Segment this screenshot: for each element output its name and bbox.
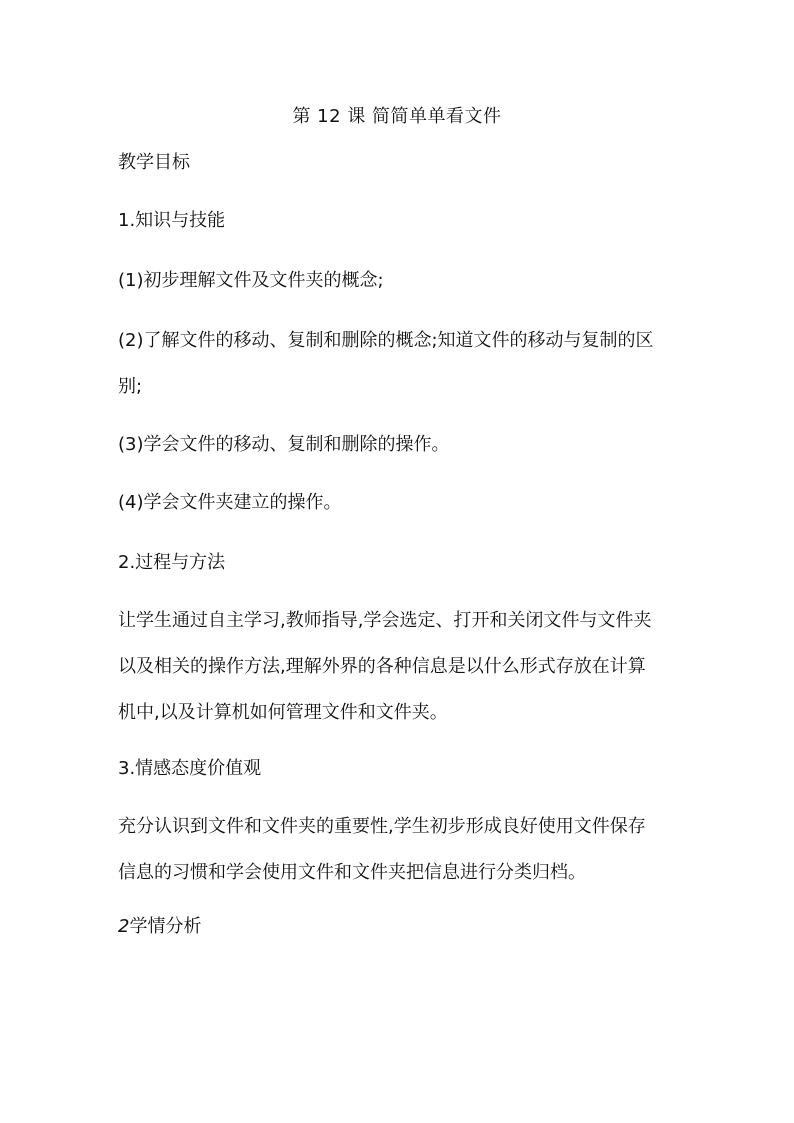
section-attitudes-values-paragraph — [118, 804, 688, 896]
paragraph-line: 机中,以及计算机如何管理文件和文件夹。 — [118, 702, 448, 723]
heading-student-analysis — [118, 914, 688, 940]
section-attitudes-values-title: 3.情感态度价值观 — [118, 758, 262, 779]
heading-teaching-objectives: 教学目标 — [118, 152, 190, 173]
objective-item-2-line-2: 别; — [118, 376, 143, 397]
objective-item-2-line-1: (2)了解文件的移动、复制和删除的概念;知道文件的移动与复制的区 — [118, 330, 654, 351]
paragraph-line: 充分认识到文件和文件夹的重要性,学生初步形成良好使用文件保存 — [118, 816, 646, 837]
section-process-methods-title: 2.过程与方法 — [118, 552, 226, 573]
objective-item-4: (4)学会文件夹建立的操作。 — [118, 492, 342, 513]
section-process-methods-paragraph — [118, 598, 688, 736]
paragraph-line: 信息的习惯和学会使用文件和文件夹把信息进行分类归档。 — [118, 862, 586, 883]
paragraph-line: 以及相关的操作方法,理解外界的各种信息是以什么形式存放在计算 — [118, 656, 646, 677]
heading-number: 2 — [118, 916, 130, 937]
objective-item-3: (3)学会文件的移动、复制和删除的操作。 — [118, 434, 450, 455]
lesson-title: 第 12 课 简简单单看文件 — [292, 106, 502, 127]
heading-text: 学情分析 — [129, 916, 202, 937]
objective-item-1: (1)初步理解文件及文件夹的概念; — [118, 270, 384, 291]
section-knowledge-skills-title: 1.知识与技能 — [118, 210, 226, 231]
paragraph-line: 让学生通过自主学习,教师指导,学会选定、打开和关闭文件与文件夹 — [118, 610, 652, 631]
